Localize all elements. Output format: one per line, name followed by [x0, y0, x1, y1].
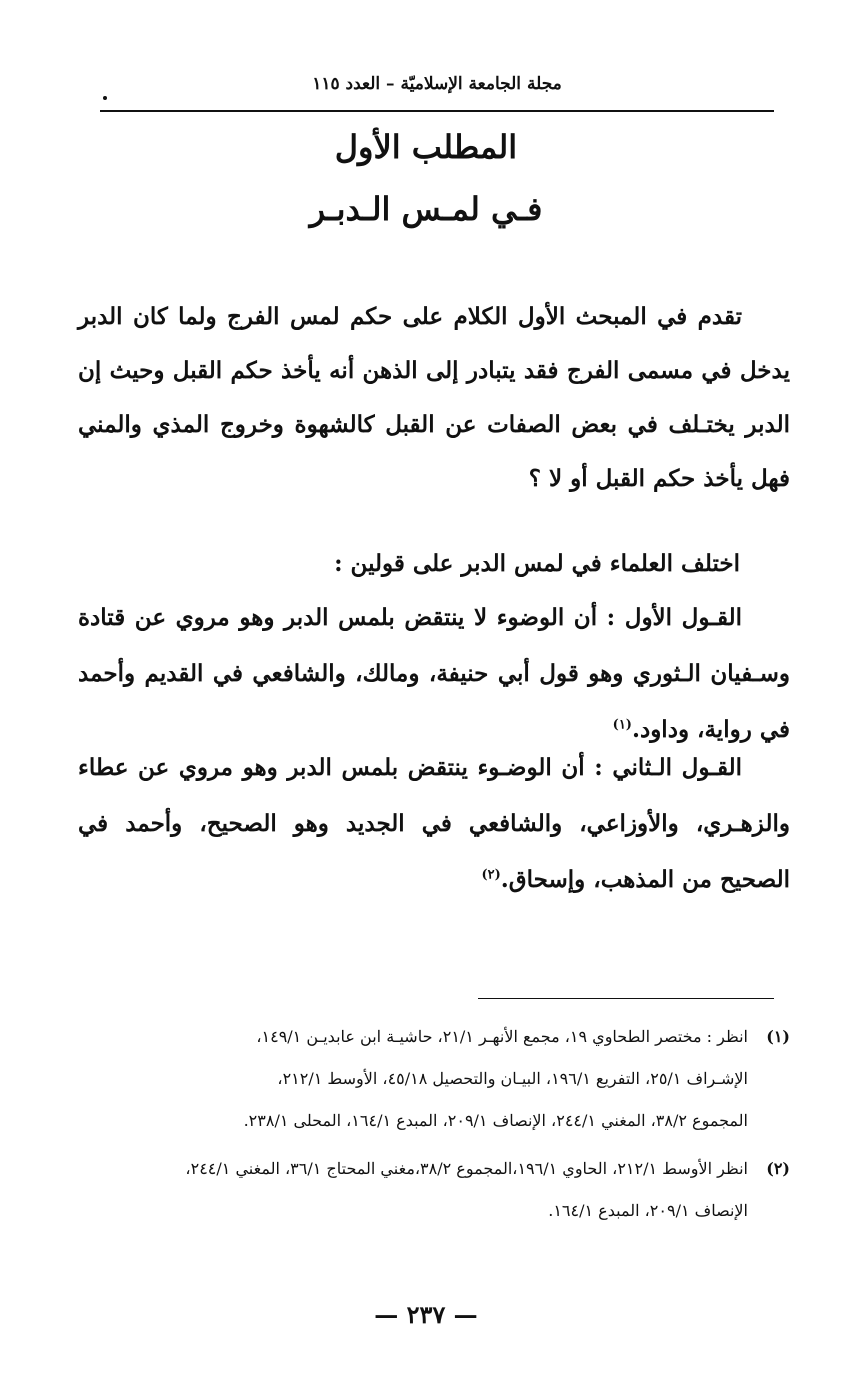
- footnote-line: انظر : مختصر الطحاوي ١٩، مجمع الأنهـر ٢١/١، حاشيـة ابن عابديـن ١٤٩/١،: [256, 1027, 748, 1046]
- section-subtitle: فـي لمـس الـدبـر: [309, 190, 543, 228]
- ikhtilaf-heading: اختلف العلماء في لمس الدبر على قولين :: [334, 550, 740, 577]
- footnote-2: [78, 1148, 790, 1232]
- footnote-line: المجموع ٣٨/٢، المغني ٢٤٤/١، الإنصاف ٢٠٩/١، المبدع ١٦٤/١، المحلى ٢٣٨/١.: [243, 1111, 748, 1130]
- footnote-1: [78, 1016, 790, 1142]
- header-rule: [100, 110, 774, 112]
- first-opinion-paragraph: [78, 590, 790, 758]
- footnote-line: انظر الأوسط ٢١٢/١، الحاوي ١٩٦/١،المجموع ٣٨/٢،مغني المحتاج ٣٦/١، المغني ٢٤٤/١،: [185, 1159, 748, 1178]
- first-opinion-text: القـول الأول : أن الوضوء لا ينتقض بلمس الدبر وهو مروي عن قتادة وسـفيان الـثوري وهو قول أبي حنيفة، ومالك، والشافعي في القديم وأحمد في رواية، وداود.: [78, 604, 790, 743]
- second-opinion-paragraph: [78, 740, 790, 908]
- footnote-ref-2: (٢): [481, 867, 501, 883]
- page-number: — ٢٣٧ —: [374, 1300, 478, 1329]
- footnote-separator: [478, 998, 774, 999]
- journal-header: مجلة الجامعة الإسلاميّة – العدد ١١٥: [312, 74, 562, 94]
- footnote-number: (١): [766, 1027, 790, 1046]
- footnote-number: (٢): [766, 1159, 790, 1178]
- header-dot: [103, 96, 107, 100]
- footnote-line: الإشـراف ٢٥/١، التفريع ١٩٦/١، البيـان والتحصيل ٤٥/١٨، الأوسط ٢١٢/١،: [277, 1069, 748, 1088]
- second-opinion-text: القـول الـثاني : أن الوضـوء ينتقض بلمس الدبر وهو مروي عن عطاء والزهـري، والأوزاعي، والشافعي في الجديد وهو الصحيح، وأحمد في الصحيح من المذهب، وإسحاق.: [78, 754, 790, 893]
- footnote-ref-1: (١): [612, 717, 632, 733]
- section-title: المطلب الأول: [334, 128, 518, 166]
- footnote-line: الإنصاف ٢٠٩/١، المبدع ١٦٤/١.: [548, 1201, 748, 1220]
- intro-paragraph: تقدم في المبحث الأول الكلام على حكم لمس الفرج ولما كان الدبر يدخل في مسمى الفرج فقد يتبادر إلى الذهن أنه يأخذ حكم القبل وحيث إن الدبر يختـلف في بعض الصفات عن القبل كالشهوة وخروج المذي والمني فهل يأخذ حكم القبل أو لا ؟: [78, 303, 790, 492]
